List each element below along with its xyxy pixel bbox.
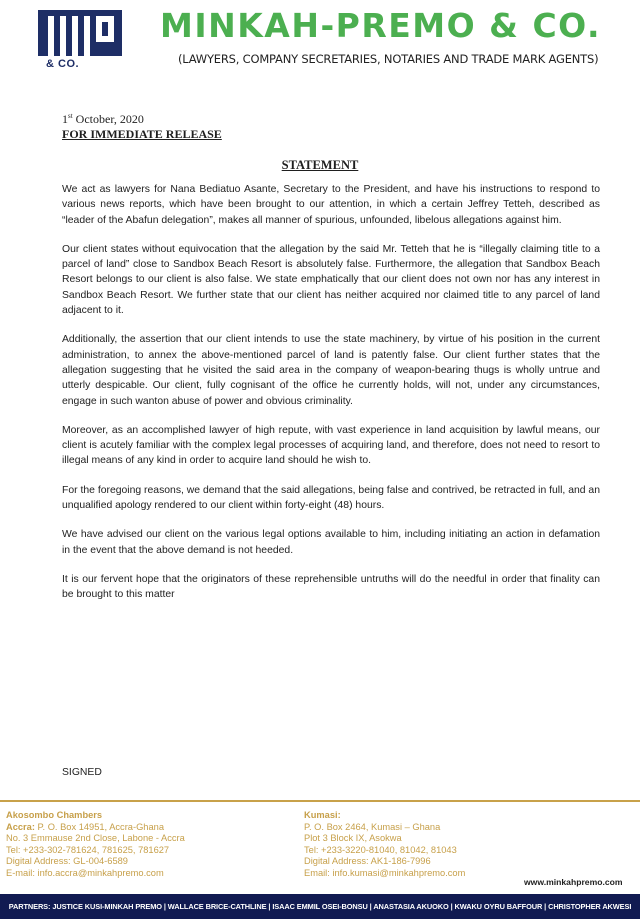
footer-line: Plot 3 Block IX, Asokwa (304, 833, 402, 844)
footer-email: Email: info.kumasi@minkahpremo.com (304, 867, 466, 878)
paragraph: We act as lawyers for Nana Bediatuo Asante, Secretary to the President, and have his instructions to respond to various news reports, which have been brought to our attention, in which a certain Jeffrey Tetteh, described as “leader of the Abafun delegation”, makes all manner of spurious, unfounded, libelous allegations against him. (62, 184, 600, 226)
accra-label: Accra: (6, 821, 35, 832)
letterhead (0, 0, 640, 90)
paragraph: We have advised our client on the various legal options available to him, including initiating an action in defamation in the event that the above demand is not heeded. (62, 529, 600, 556)
paragraph: It is our fervent hope that the originators of these reprehensible untruths will do the needful in order that finality can be brought to this matter (62, 573, 600, 601)
letter-date (62, 112, 144, 127)
release-line: FOR IMMEDIATE RELEASE (62, 127, 222, 141)
footer-line: Digital Address: GL-004-6589 (6, 856, 128, 867)
paragraph: For the foregoing reasons, we demand that the said allegations, being false and contrived, be retracted in full, and an unqualified apology rendered to our client within forty-eight (48) hours. (62, 484, 600, 512)
statement-title: STATEMENT (281, 158, 359, 172)
partners-bar: PARTNERS: JUSTICE KUSI-MINKAH PREMO | WALLACE BRICE-CATHLINE | ISAAC EMMIL OSEI-BONSU | ANASTASIA AKUOKO | KWAKU OYRU BAFFOUR | CHRISTOPHER AKWESI (0, 894, 640, 919)
paragraph: Moreover, as an accomplished lawyer of high repute, with vast experience in land acquisition by lawful means, our client is acutely familiar with the complex legal processes of acquiring land, and therefore, does not need to resort to illegal means of any kind in order to acquire land should he wish to. (62, 424, 600, 467)
date-suffix: st (68, 112, 73, 120)
footer-kumasi-address (304, 810, 465, 880)
footer-line: No. 3 Emmause 2nd Close, Labone - Accra (6, 833, 185, 844)
date-rest: October, 2020 (72, 112, 144, 126)
firm-monogram-logo-icon (38, 10, 122, 64)
footer-line: P. O. Box 2464, Kumasi – Ghana (304, 821, 441, 832)
website-link: www.minkahpremo.com (524, 877, 623, 887)
firm-description: (LAWYERS, COMPANY SECRETARIES, NOTARIES AND TRADE MARK AGENTS) (178, 52, 599, 66)
logo-subtext: & CO. (46, 58, 80, 70)
paragraph: Additionally, the assertion that our client intends to use the state machinery, by virtue of his position in the current administration, to annex the above-mentioned parcel of land is patently false. Our client further states that the allegation suggesting that he visited the said area in the company of weapon-bearing thugs is wholly untrue and utterly despicable. Our client, fully cognisant of the office he currently holds, will not, under any circumstances, engage in such wanton abuse of power and obvious criminality. (62, 334, 600, 407)
footer-accra-address (6, 810, 185, 880)
footer-line (6, 822, 185, 834)
statement-body (62, 182, 600, 617)
footer-line: Tel: +233-302-781624, 781625, 781627 (6, 844, 170, 855)
footer-accra-heading: Akosombo Chambers (6, 810, 103, 820)
date-day: 1 (62, 112, 68, 126)
footer-divider (0, 800, 640, 802)
footer-email: E-mail: info.accra@minkahpremo.com (6, 867, 164, 878)
footer-line: Digital Address: AK1-186-7996 (304, 856, 431, 867)
firm-name: MINKAH-PREMO & CO. (160, 6, 602, 45)
signature-line: SIGNED (62, 767, 102, 778)
paragraph: Our client states without equivocation that the allegation by the said Mr. Tetteh that he is “illegally claiming title to a parcel of land” close to Sandbox Beach Resort is absolutely false. Furthermore, the allegation that Sandbox Beach Resort belongs to our client is also false. We state emphatically that our client does not own nor has any interest in Sandbox Beach Resort. We further state that our client has neither acquired nor claimed title to any parcel of land adjacent to it. (62, 243, 600, 317)
accra-po-box: P. O. Box 14951, Accra-Ghana (34, 821, 164, 832)
footer-line: Tel: +233-3220-81040, 81042, 81043 (304, 844, 457, 855)
footer-kumasi-heading: Kumasi: (304, 810, 341, 820)
